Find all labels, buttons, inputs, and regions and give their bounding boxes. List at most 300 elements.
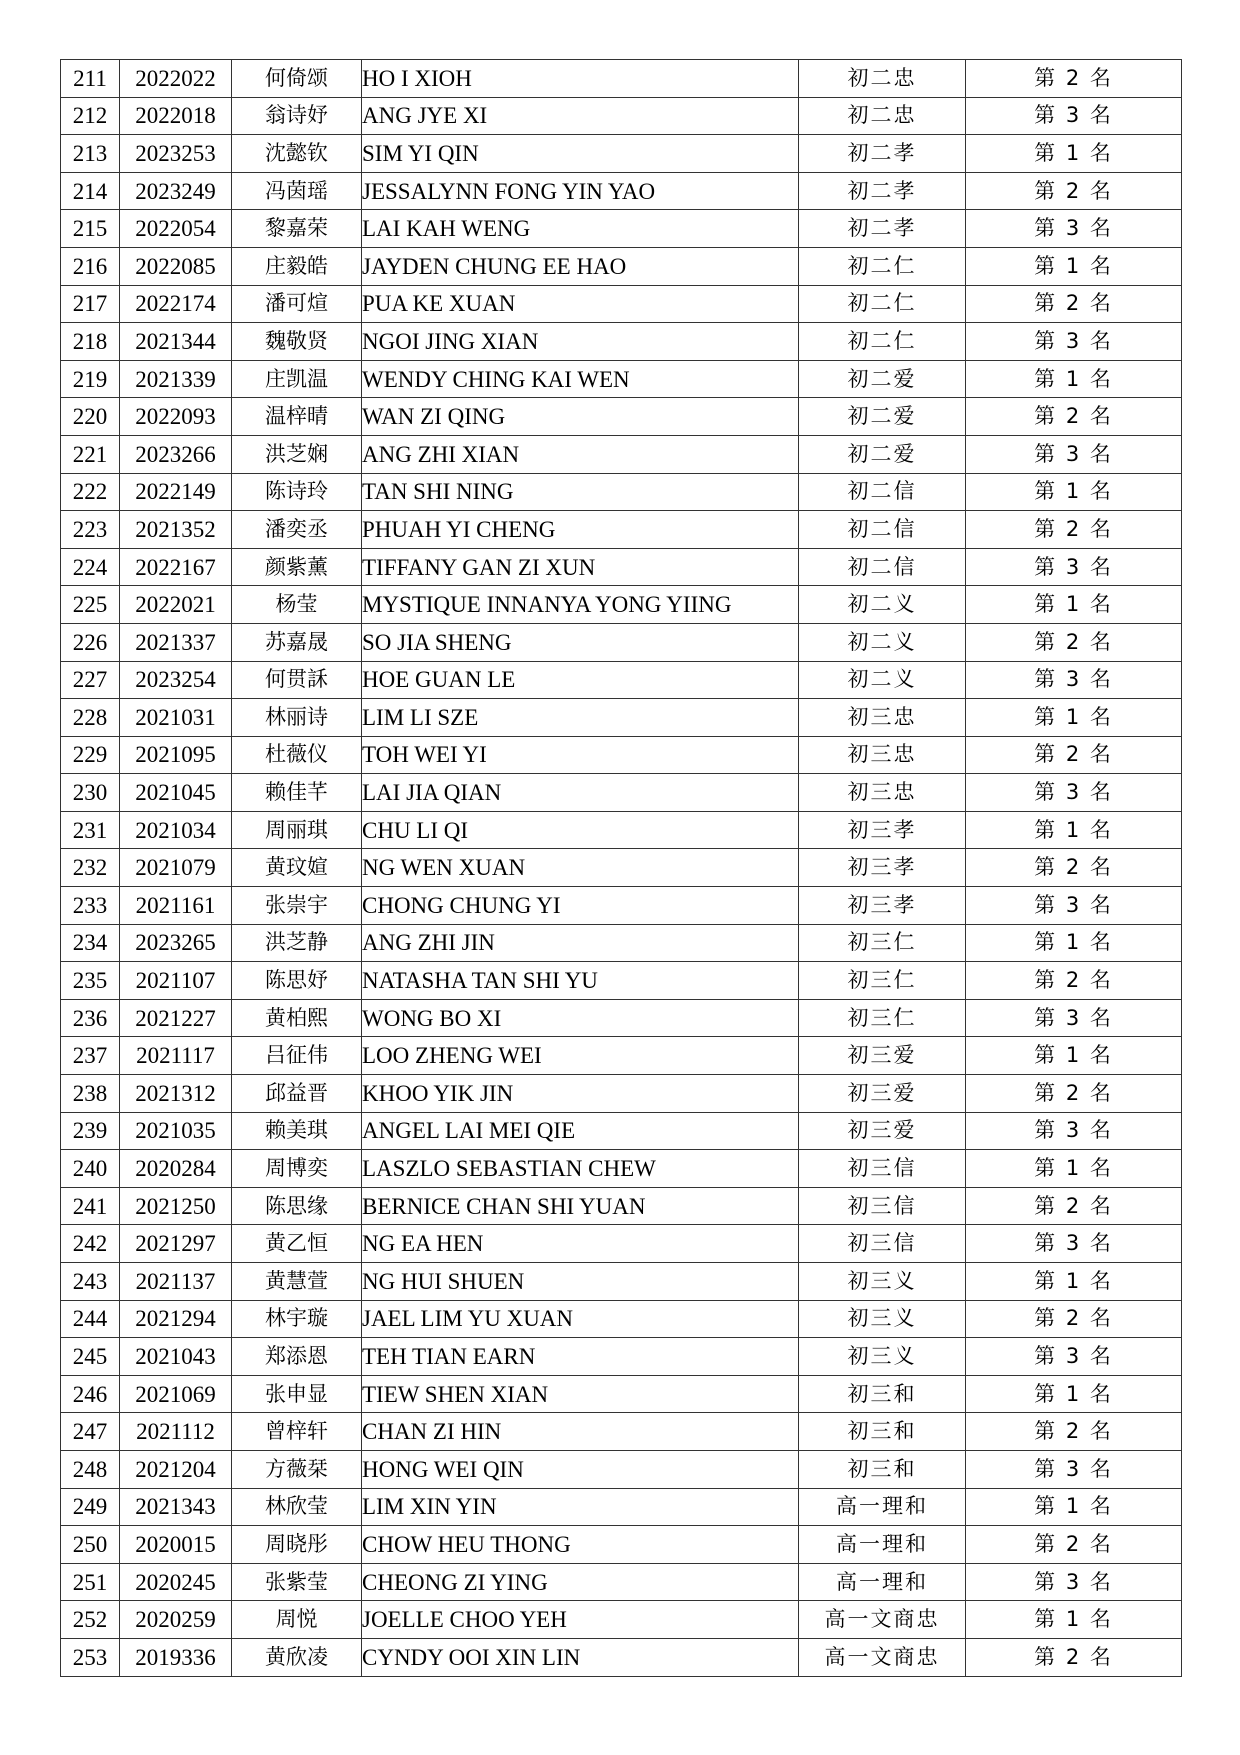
row-number-cell: 224 — [61, 548, 120, 586]
table-row — [61, 1187, 1182, 1225]
table-row — [61, 1488, 1182, 1526]
english-name-cell: LIM XIN YIN — [362, 1488, 799, 1526]
rank-cell: 第 2 名 — [966, 1413, 1182, 1451]
class-cell: 高一理和 — [799, 1563, 966, 1601]
student-id-cell: 2021294 — [120, 1300, 232, 1338]
row-number-cell: 236 — [61, 999, 120, 1037]
english-name-cell: PHUAH YI CHENG — [362, 511, 799, 549]
chinese-name-cell: 周丽琪 — [232, 811, 362, 849]
class-cell: 初三仁 — [799, 962, 966, 1000]
row-number-cell: 218 — [61, 323, 120, 361]
table-row — [61, 360, 1182, 398]
table-row — [61, 210, 1182, 248]
rank-cell: 第 1 名 — [966, 924, 1182, 962]
row-number-cell: 231 — [61, 811, 120, 849]
class-cell: 初三和 — [799, 1375, 966, 1413]
rank-cell: 第 1 名 — [966, 811, 1182, 849]
class-cell: 初三孝 — [799, 811, 966, 849]
english-name-cell: CHEONG ZI YING — [362, 1563, 799, 1601]
chinese-name-cell: 冯茵瑶 — [232, 172, 362, 210]
chinese-name-cell: 黎嘉荣 — [232, 210, 362, 248]
class-cell: 高一理和 — [799, 1526, 966, 1564]
row-number-cell: 219 — [61, 360, 120, 398]
english-name-cell: NG WEN XUAN — [362, 849, 799, 887]
rank-cell: 第 2 名 — [966, 849, 1182, 887]
english-name-cell: ANGEL LAI MEI QIE — [362, 1112, 799, 1150]
chinese-name-cell: 陈思缘 — [232, 1187, 362, 1225]
english-name-cell: CYNDY OOI XIN LIN — [362, 1638, 799, 1676]
chinese-name-cell: 潘奕丞 — [232, 511, 362, 549]
rank-cell: 第 1 名 — [966, 1037, 1182, 1075]
row-number-cell: 246 — [61, 1375, 120, 1413]
class-cell: 初二忠 — [799, 60, 966, 98]
table-row — [61, 1450, 1182, 1488]
class-cell: 初三忠 — [799, 736, 966, 774]
class-cell: 初三忠 — [799, 774, 966, 812]
chinese-name-cell: 温梓晴 — [232, 398, 362, 436]
rank-cell: 第 3 名 — [966, 1563, 1182, 1601]
english-name-cell: CHAN ZI HIN — [362, 1413, 799, 1451]
class-cell: 初三义 — [799, 1338, 966, 1376]
student-id-cell: 2023254 — [120, 661, 232, 699]
table-row — [61, 247, 1182, 285]
row-number-cell: 239 — [61, 1112, 120, 1150]
table-row — [61, 1638, 1182, 1676]
rank-cell: 第 3 名 — [966, 1338, 1182, 1376]
class-cell: 初二信 — [799, 473, 966, 511]
row-number-cell: 212 — [61, 97, 120, 135]
row-number-cell: 233 — [61, 887, 120, 925]
class-cell: 初三义 — [799, 1263, 966, 1301]
class-cell: 初二孝 — [799, 172, 966, 210]
chinese-name-cell: 赖美琪 — [232, 1112, 362, 1150]
table-row — [61, 999, 1182, 1037]
english-name-cell: ANG ZHI JIN — [362, 924, 799, 962]
table-row — [61, 1300, 1182, 1338]
student-id-cell: 2022022 — [120, 60, 232, 98]
chinese-name-cell: 林欣莹 — [232, 1488, 362, 1526]
table-row — [61, 586, 1182, 624]
english-name-cell: JESSALYNN FONG YIN YAO — [362, 172, 799, 210]
table-row — [61, 285, 1182, 323]
chinese-name-cell: 苏嘉晟 — [232, 623, 362, 661]
english-name-cell: CHOW HEU THONG — [362, 1526, 799, 1564]
english-name-cell: CHU LI QI — [362, 811, 799, 849]
chinese-name-cell: 黄欣凌 — [232, 1638, 362, 1676]
chinese-name-cell: 邱益晋 — [232, 1075, 362, 1113]
row-number-cell: 215 — [61, 210, 120, 248]
english-name-cell: NG HUI SHUEN — [362, 1263, 799, 1301]
row-number-cell: 253 — [61, 1638, 120, 1676]
english-name-cell: WAN ZI QING — [362, 398, 799, 436]
rank-cell: 第 1 名 — [966, 360, 1182, 398]
chinese-name-cell: 庄毅皓 — [232, 247, 362, 285]
row-number-cell: 213 — [61, 135, 120, 173]
class-cell: 初二孝 — [799, 135, 966, 173]
chinese-name-cell: 陈思妤 — [232, 962, 362, 1000]
rank-cell: 第 1 名 — [966, 1601, 1182, 1639]
rank-cell: 第 2 名 — [966, 60, 1182, 98]
row-number-cell: 242 — [61, 1225, 120, 1263]
english-name-cell: NATASHA TAN SHI YU — [362, 962, 799, 1000]
table-row — [61, 511, 1182, 549]
english-name-cell: ANG ZHI XIAN — [362, 435, 799, 473]
class-cell: 初三仁 — [799, 924, 966, 962]
rank-cell: 第 1 名 — [966, 1150, 1182, 1188]
student-id-cell: 2021352 — [120, 511, 232, 549]
chinese-name-cell: 洪芝娴 — [232, 435, 362, 473]
english-name-cell: WONG BO XI — [362, 999, 799, 1037]
table-row — [61, 1526, 1182, 1564]
english-name-cell: TIFFANY GAN ZI XUN — [362, 548, 799, 586]
row-number-cell: 223 — [61, 511, 120, 549]
rank-cell: 第 2 名 — [966, 398, 1182, 436]
student-id-cell: 2021043 — [120, 1338, 232, 1376]
rank-cell: 第 2 名 — [966, 1526, 1182, 1564]
student-id-cell: 2019336 — [120, 1638, 232, 1676]
student-id-cell: 2021069 — [120, 1375, 232, 1413]
award-list-table — [60, 59, 1182, 1677]
rank-cell: 第 2 名 — [966, 1187, 1182, 1225]
table-row — [61, 1601, 1182, 1639]
rank-cell: 第 2 名 — [966, 172, 1182, 210]
rank-cell: 第 1 名 — [966, 473, 1182, 511]
chinese-name-cell: 郑添恩 — [232, 1338, 362, 1376]
english-name-cell: HONG WEI QIN — [362, 1450, 799, 1488]
chinese-name-cell: 何贯訸 — [232, 661, 362, 699]
student-id-cell: 2022167 — [120, 548, 232, 586]
student-id-cell: 2021250 — [120, 1187, 232, 1225]
english-name-cell: HOE GUAN LE — [362, 661, 799, 699]
table-row — [61, 1413, 1182, 1451]
student-id-cell: 2022085 — [120, 247, 232, 285]
rank-cell: 第 1 名 — [966, 586, 1182, 624]
student-id-cell: 2023253 — [120, 135, 232, 173]
table-row — [61, 1112, 1182, 1150]
rank-cell: 第 2 名 — [966, 1638, 1182, 1676]
chinese-name-cell: 魏敬贤 — [232, 323, 362, 361]
rank-cell: 第 2 名 — [966, 1300, 1182, 1338]
row-number-cell: 235 — [61, 962, 120, 1000]
student-id-cell: 2021117 — [120, 1037, 232, 1075]
row-number-cell: 243 — [61, 1263, 120, 1301]
chinese-name-cell: 杜薇仪 — [232, 736, 362, 774]
english-name-cell: LOO ZHENG WEI — [362, 1037, 799, 1075]
chinese-name-cell: 黄柏熙 — [232, 999, 362, 1037]
english-name-cell: SIM YI QIN — [362, 135, 799, 173]
table-row — [61, 699, 1182, 737]
row-number-cell: 211 — [61, 60, 120, 98]
english-name-cell: MYSTIQUE INNANYA YONG YIING — [362, 586, 799, 624]
chinese-name-cell: 何倚颂 — [232, 60, 362, 98]
row-number-cell: 226 — [61, 623, 120, 661]
table-row — [61, 435, 1182, 473]
student-id-cell: 2020284 — [120, 1150, 232, 1188]
rank-cell: 第 1 名 — [966, 1488, 1182, 1526]
english-name-cell: ANG JYE XI — [362, 97, 799, 135]
class-cell: 初三爱 — [799, 1037, 966, 1075]
student-id-cell: 2022021 — [120, 586, 232, 624]
class-cell: 初三爱 — [799, 1112, 966, 1150]
class-cell: 初三义 — [799, 1300, 966, 1338]
english-name-cell: LASZLO SEBASTIAN CHEW — [362, 1150, 799, 1188]
student-id-cell: 2020259 — [120, 1601, 232, 1639]
chinese-name-cell: 赖佳芊 — [232, 774, 362, 812]
table-row — [61, 97, 1182, 135]
class-cell: 初二爱 — [799, 435, 966, 473]
rank-cell: 第 3 名 — [966, 1225, 1182, 1263]
table-row — [61, 1037, 1182, 1075]
row-number-cell: 227 — [61, 661, 120, 699]
table-row — [61, 172, 1182, 210]
row-number-cell: 241 — [61, 1187, 120, 1225]
chinese-name-cell: 林宇璇 — [232, 1300, 362, 1338]
chinese-name-cell: 杨莹 — [232, 586, 362, 624]
row-number-cell: 249 — [61, 1488, 120, 1526]
chinese-name-cell: 张紫莹 — [232, 1563, 362, 1601]
english-name-cell: LAI KAH WENG — [362, 210, 799, 248]
chinese-name-cell: 黄乙恒 — [232, 1225, 362, 1263]
row-number-cell: 232 — [61, 849, 120, 887]
row-number-cell: 221 — [61, 435, 120, 473]
english-name-cell: BERNICE CHAN SHI YUAN — [362, 1187, 799, 1225]
rank-cell: 第 3 名 — [966, 210, 1182, 248]
rank-cell: 第 3 名 — [966, 774, 1182, 812]
table-row — [61, 1225, 1182, 1263]
row-number-cell: 247 — [61, 1413, 120, 1451]
english-name-cell: CHONG CHUNG YI — [362, 887, 799, 925]
table-row — [61, 1150, 1182, 1188]
row-number-cell: 229 — [61, 736, 120, 774]
rank-cell: 第 2 名 — [966, 511, 1182, 549]
row-number-cell: 252 — [61, 1601, 120, 1639]
student-id-cell: 2023266 — [120, 435, 232, 473]
rank-cell: 第 3 名 — [966, 661, 1182, 699]
rank-cell: 第 3 名 — [966, 97, 1182, 135]
table-row — [61, 887, 1182, 925]
table-row — [61, 1075, 1182, 1113]
english-name-cell: HO I XIOH — [362, 60, 799, 98]
class-cell: 初二义 — [799, 661, 966, 699]
english-name-cell: TEH TIAN EARN — [362, 1338, 799, 1376]
chinese-name-cell: 翁诗妤 — [232, 97, 362, 135]
chinese-name-cell: 沈懿钦 — [232, 135, 362, 173]
class-cell: 初三信 — [799, 1150, 966, 1188]
rank-cell: 第 3 名 — [966, 1450, 1182, 1488]
student-id-cell: 2021227 — [120, 999, 232, 1037]
english-name-cell: NG EA HEN — [362, 1225, 799, 1263]
student-id-cell: 2021137 — [120, 1263, 232, 1301]
student-id-cell: 2021344 — [120, 323, 232, 361]
table-row — [61, 323, 1182, 361]
chinese-name-cell: 张崇宇 — [232, 887, 362, 925]
row-number-cell: 214 — [61, 172, 120, 210]
student-id-cell: 2021312 — [120, 1075, 232, 1113]
table-row — [61, 548, 1182, 586]
rank-cell: 第 1 名 — [966, 1375, 1182, 1413]
rank-cell: 第 3 名 — [966, 435, 1182, 473]
rank-cell: 第 2 名 — [966, 623, 1182, 661]
table-row — [61, 774, 1182, 812]
row-number-cell: 220 — [61, 398, 120, 436]
row-number-cell: 245 — [61, 1338, 120, 1376]
english-name-cell: NGOI JING XIAN — [362, 323, 799, 361]
english-name-cell: SO JIA SHENG — [362, 623, 799, 661]
class-cell: 初三和 — [799, 1413, 966, 1451]
student-id-cell: 2021297 — [120, 1225, 232, 1263]
table-row — [61, 811, 1182, 849]
table-row — [61, 1338, 1182, 1376]
class-cell: 高一文商忠 — [799, 1601, 966, 1639]
english-name-cell: JAEL LIM YU XUAN — [362, 1300, 799, 1338]
table-row — [61, 661, 1182, 699]
class-cell: 高一理和 — [799, 1488, 966, 1526]
class-cell: 初二爱 — [799, 360, 966, 398]
chinese-name-cell: 周博奕 — [232, 1150, 362, 1188]
class-cell: 初三孝 — [799, 887, 966, 925]
student-id-cell: 2022054 — [120, 210, 232, 248]
student-id-cell: 2021337 — [120, 623, 232, 661]
table-row — [61, 135, 1182, 173]
row-number-cell: 250 — [61, 1526, 120, 1564]
table-row — [61, 1263, 1182, 1301]
chinese-name-cell: 洪芝静 — [232, 924, 362, 962]
rank-cell: 第 1 名 — [966, 699, 1182, 737]
row-number-cell: 222 — [61, 473, 120, 511]
rank-cell: 第 3 名 — [966, 548, 1182, 586]
class-cell: 初二义 — [799, 586, 966, 624]
english-name-cell: TIEW SHEN XIAN — [362, 1375, 799, 1413]
chinese-name-cell: 黄玟媗 — [232, 849, 362, 887]
table-row — [61, 473, 1182, 511]
class-cell: 初二信 — [799, 548, 966, 586]
class-cell: 高一文商忠 — [799, 1638, 966, 1676]
row-number-cell: 237 — [61, 1037, 120, 1075]
table-row — [61, 962, 1182, 1000]
row-number-cell: 228 — [61, 699, 120, 737]
english-name-cell: TOH WEI YI — [362, 736, 799, 774]
table-row — [61, 924, 1182, 962]
chinese-name-cell: 吕征伟 — [232, 1037, 362, 1075]
chinese-name-cell: 周悦 — [232, 1601, 362, 1639]
row-number-cell: 251 — [61, 1563, 120, 1601]
class-cell: 初二仁 — [799, 285, 966, 323]
english-name-cell: WENDY CHING KAI WEN — [362, 360, 799, 398]
student-id-cell: 2023249 — [120, 172, 232, 210]
student-id-cell: 2021035 — [120, 1112, 232, 1150]
row-number-cell: 244 — [61, 1300, 120, 1338]
chinese-name-cell: 林丽诗 — [232, 699, 362, 737]
class-cell: 初二忠 — [799, 97, 966, 135]
row-number-cell: 230 — [61, 774, 120, 812]
rank-cell: 第 2 名 — [966, 285, 1182, 323]
class-cell: 初三信 — [799, 1225, 966, 1263]
student-id-cell: 2022018 — [120, 97, 232, 135]
class-cell: 初三和 — [799, 1450, 966, 1488]
rank-cell: 第 1 名 — [966, 135, 1182, 173]
english-name-cell: LAI JIA QIAN — [362, 774, 799, 812]
chinese-name-cell: 曾梓轩 — [232, 1413, 362, 1451]
student-id-cell: 2021031 — [120, 699, 232, 737]
class-cell: 初三忠 — [799, 699, 966, 737]
chinese-name-cell: 潘可煊 — [232, 285, 362, 323]
rank-cell: 第 2 名 — [966, 736, 1182, 774]
student-id-cell: 2021045 — [120, 774, 232, 812]
row-number-cell: 240 — [61, 1150, 120, 1188]
class-cell: 初二仁 — [799, 247, 966, 285]
class-cell: 初三信 — [799, 1187, 966, 1225]
table-row — [61, 623, 1182, 661]
english-name-cell: LIM LI SZE — [362, 699, 799, 737]
row-number-cell: 216 — [61, 247, 120, 285]
table-row — [61, 849, 1182, 887]
table-row — [61, 736, 1182, 774]
chinese-name-cell: 张申显 — [232, 1375, 362, 1413]
chinese-name-cell: 方薇栞 — [232, 1450, 362, 1488]
row-number-cell: 217 — [61, 285, 120, 323]
student-id-cell: 2021339 — [120, 360, 232, 398]
rank-cell: 第 3 名 — [966, 999, 1182, 1037]
class-cell: 初二孝 — [799, 210, 966, 248]
rank-cell: 第 3 名 — [966, 887, 1182, 925]
table-row — [61, 398, 1182, 436]
student-id-cell: 2023265 — [120, 924, 232, 962]
chinese-name-cell: 颜紫薰 — [232, 548, 362, 586]
rank-cell: 第 3 名 — [966, 1112, 1182, 1150]
student-id-cell: 2020015 — [120, 1526, 232, 1564]
student-id-cell: 2021079 — [120, 849, 232, 887]
student-id-cell: 2021161 — [120, 887, 232, 925]
class-cell: 初三仁 — [799, 999, 966, 1037]
class-cell: 初三孝 — [799, 849, 966, 887]
english-name-cell: JAYDEN CHUNG EE HAO — [362, 247, 799, 285]
class-cell: 初三爱 — [799, 1075, 966, 1113]
student-id-cell: 2021107 — [120, 962, 232, 1000]
student-id-cell: 2021112 — [120, 1413, 232, 1451]
student-id-cell: 2022174 — [120, 285, 232, 323]
student-id-cell: 2021034 — [120, 811, 232, 849]
student-id-cell: 2022149 — [120, 473, 232, 511]
student-id-cell: 2021343 — [120, 1488, 232, 1526]
english-name-cell: KHOO YIK JIN — [362, 1075, 799, 1113]
class-cell: 初二信 — [799, 511, 966, 549]
english-name-cell: TAN SHI NING — [362, 473, 799, 511]
english-name-cell: JOELLE CHOO YEH — [362, 1601, 799, 1639]
class-cell: 初二爱 — [799, 398, 966, 436]
rank-cell: 第 1 名 — [966, 247, 1182, 285]
row-number-cell: 234 — [61, 924, 120, 962]
english-name-cell: PUA KE XUAN — [362, 285, 799, 323]
chinese-name-cell: 陈诗玲 — [232, 473, 362, 511]
row-number-cell: 225 — [61, 586, 120, 624]
student-id-cell: 2020245 — [120, 1563, 232, 1601]
student-id-cell: 2021204 — [120, 1450, 232, 1488]
row-number-cell: 238 — [61, 1075, 120, 1113]
table-row — [61, 1563, 1182, 1601]
table-row — [61, 1375, 1182, 1413]
student-id-cell: 2021095 — [120, 736, 232, 774]
class-cell: 初二仁 — [799, 323, 966, 361]
class-cell: 初二义 — [799, 623, 966, 661]
rank-cell: 第 2 名 — [966, 1075, 1182, 1113]
rank-cell: 第 3 名 — [966, 323, 1182, 361]
row-number-cell: 248 — [61, 1450, 120, 1488]
rank-cell: 第 2 名 — [966, 962, 1182, 1000]
table-body — [61, 60, 1182, 1677]
chinese-name-cell: 黄慧萱 — [232, 1263, 362, 1301]
rank-cell: 第 1 名 — [966, 1263, 1182, 1301]
student-id-cell: 2022093 — [120, 398, 232, 436]
